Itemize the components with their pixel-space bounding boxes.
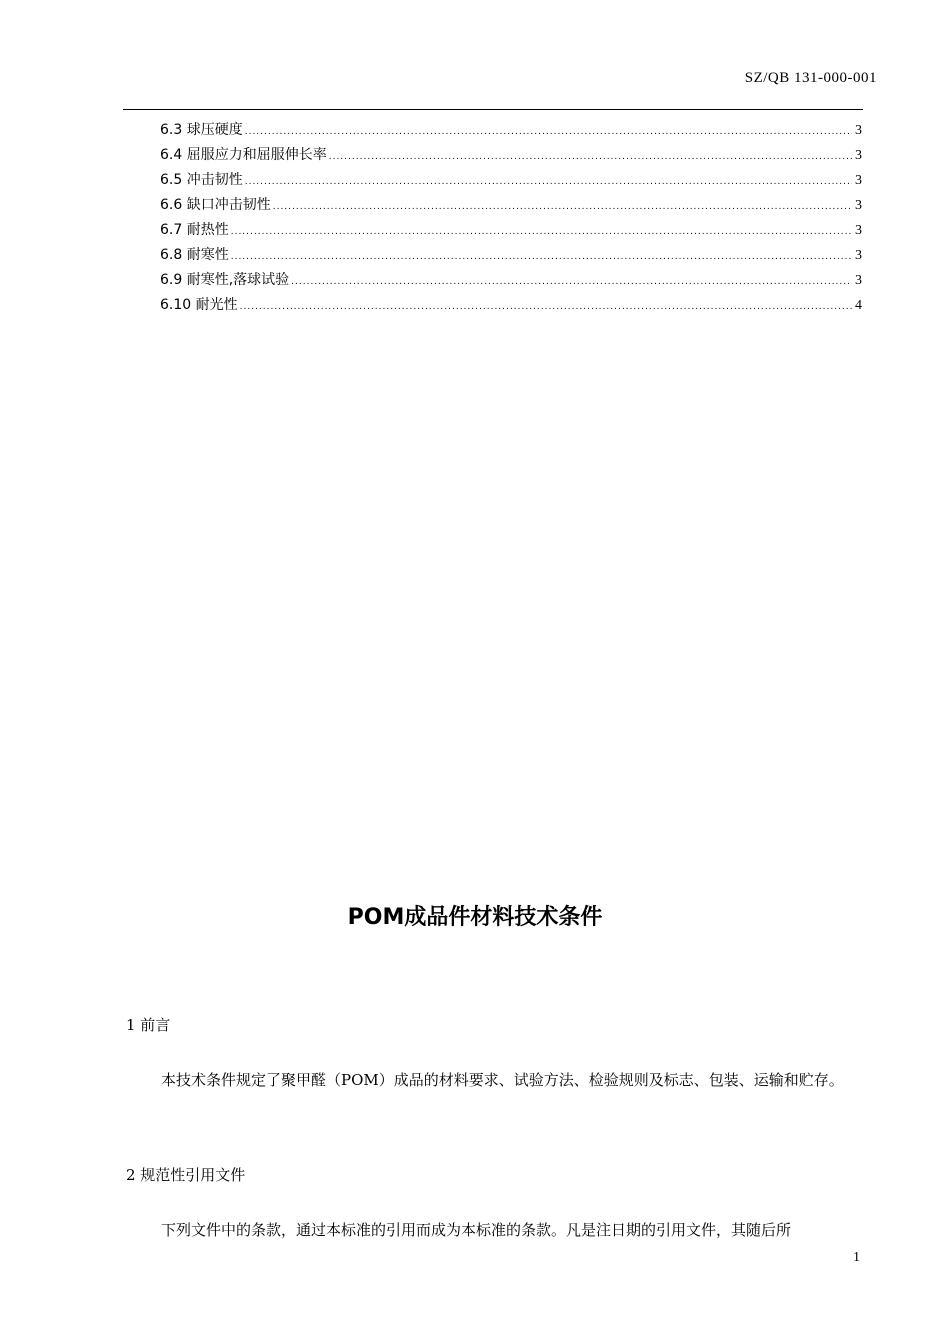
toc-entry-page: 3 — [855, 273, 862, 288]
section-heading-foreword: 1 前言 — [126, 1016, 171, 1034]
toc-entry-page: 3 — [855, 248, 862, 263]
toc-entry-number: 6.8 — [160, 247, 187, 263]
toc-entry-number: 6.6 — [160, 197, 187, 213]
toc-entry-title: 耐热性 — [186, 222, 229, 238]
section-heading-normative-references: 2 规范性引用文件 — [126, 1166, 246, 1184]
toc-dot-leader — [273, 195, 852, 220]
toc-entry-number: 6.4 — [160, 147, 187, 163]
toc-entry[interactable] — [160, 218, 862, 243]
toc-dot-leader — [245, 170, 852, 195]
header-rule — [123, 109, 863, 110]
toc-entry-title: 耐寒性 — [186, 247, 229, 263]
toc-entry-page: 4 — [855, 298, 862, 313]
toc-entry-title: 球压硬度 — [186, 122, 243, 138]
toc-dot-leader — [245, 120, 852, 145]
toc-entry-page: 3 — [855, 223, 862, 238]
toc-entry-number: 6.9 — [160, 272, 187, 288]
document-title: POM成品件材料技术条件 — [347, 905, 603, 930]
toc-entry-page: 3 — [855, 123, 862, 138]
section-paragraph-normative-references: 下列文件中的条款，通过本标准的引用而成为本标准的条款。凡是注日期的引用文件，其随后所 — [161, 1221, 792, 1239]
toc-dot-leader — [231, 220, 852, 245]
toc-entry-number: 6.3 — [160, 122, 187, 138]
page-number: 1 — [853, 1250, 860, 1265]
toc-dot-leader — [231, 245, 852, 270]
toc-entry-title: 耐光性 — [195, 297, 238, 313]
toc-entry-title: 耐寒性,落球试验 — [186, 272, 290, 288]
toc-entry-title: 冲击韧性 — [186, 172, 243, 188]
toc-dot-leader — [240, 295, 852, 320]
toc-entry[interactable] — [160, 118, 862, 143]
toc-entry-title: 缺口冲击韧性 — [186, 197, 271, 213]
toc-entry[interactable] — [160, 268, 862, 293]
toc-dot-leader — [291, 270, 852, 295]
toc-entry-number: 6.5 — [160, 172, 187, 188]
toc-entry[interactable] — [160, 143, 862, 168]
toc-entry-page: 3 — [855, 198, 862, 213]
toc-entry-page: 3 — [855, 173, 862, 188]
toc-entry-number: 6.10 — [160, 297, 196, 313]
table-of-contents — [160, 118, 862, 318]
document-code: SZ/QB 131-000-001 — [744, 70, 877, 86]
toc-entry[interactable] — [160, 168, 862, 193]
section-paragraph-foreword: 本技术条件规定了聚甲醛（POM）成品的材料要求、试验方法、检验规则及标志、包装、运输和贮存。 — [161, 1071, 844, 1089]
toc-entry-number: 6.7 — [160, 222, 187, 238]
toc-dot-leader — [329, 145, 852, 170]
toc-entry[interactable] — [160, 293, 862, 318]
toc-entry[interactable] — [160, 243, 862, 268]
toc-entry-page: 3 — [855, 148, 862, 163]
toc-entry[interactable] — [160, 193, 862, 218]
toc-entry-title: 屈服应力和屈服伸长率 — [186, 147, 327, 163]
